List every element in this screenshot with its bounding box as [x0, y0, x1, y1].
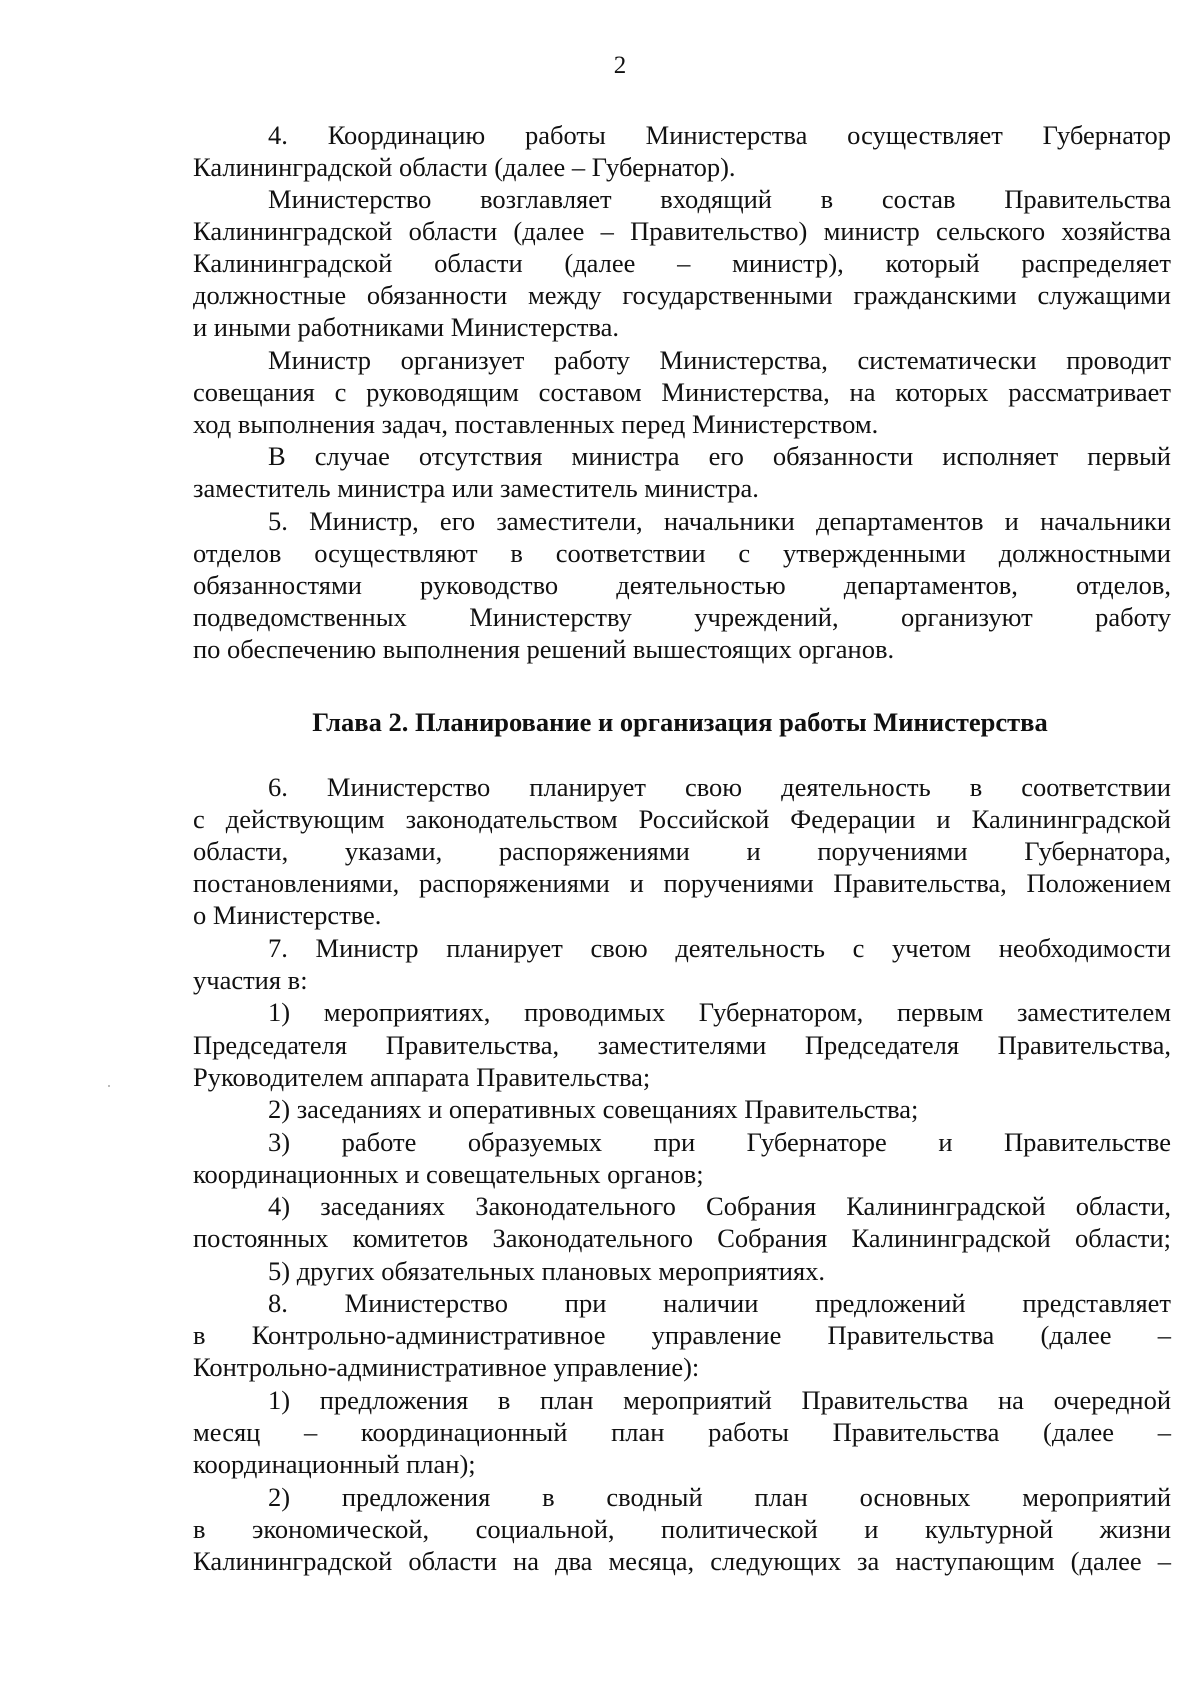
paragraph-line: Калининградской области (далее – министр), который распределяет: [193, 248, 1171, 278]
paragraph-line: Контрольно-административное управление):: [193, 1352, 700, 1382]
paragraph-line: заместитель министра или заместитель министра.: [193, 473, 759, 503]
scan-speck: [108, 1085, 110, 1087]
paragraph-line: 8. Министерство при наличии предложений представляет: [268, 1288, 1171, 1318]
paragraph-line: ход выполнения задач, поставленных перед Министерством.: [193, 409, 879, 439]
paragraph-line: подведомственных Министерству учреждений, организуют работу: [193, 602, 1171, 632]
paragraph-line: по обеспечению выполнения решений вышестоящих органов.: [193, 634, 895, 664]
paragraph-line: Министерство возглавляет входящий в состав Правительства: [268, 184, 1171, 214]
paragraph-line: координационный план);: [193, 1449, 476, 1479]
paragraph-line: 3) работе образуемых при Губернаторе и Правительстве: [268, 1127, 1171, 1157]
paragraph-line: в Контрольно-административное управление Правительства (далее –: [193, 1320, 1171, 1350]
paragraph-line: В случае отсутствия министра его обязанности исполняет первый: [268, 441, 1171, 471]
paragraph-line: 2) заседаниях и оперативных совещаниях Правительства;: [268, 1094, 919, 1124]
paragraph-line: в экономической, социальной, политической и культурной жизни: [193, 1514, 1171, 1544]
page-number: 2: [613, 52, 627, 79]
paragraph-line: координационных и совещательных органов;: [193, 1159, 704, 1189]
paragraph-line: обязанностями руководство деятельностью департаментов, отделов,: [193, 570, 1171, 600]
paragraph-line: совещания с руководящим составом Министерства, на которых рассматривает: [193, 377, 1171, 407]
paragraph-line: постановлениями, распоряжениями и поручениями Правительства, Положением: [193, 868, 1171, 898]
paragraph-line: 5) других обязательных плановых мероприятиях.: [268, 1256, 826, 1286]
paragraph-line: отделов осуществляют в соответствии с утвержденными должностными: [193, 538, 1171, 568]
paragraph-line: участия в:: [193, 965, 308, 995]
paragraph-line: 6. Министерство планирует свою деятельность в соответствии: [268, 772, 1171, 802]
paragraph-line: Председателя Правительства, заместителями Председателя Правительства,: [193, 1030, 1171, 1060]
paragraph-line: месяц – координационный план работы Правительства (далее –: [193, 1417, 1171, 1447]
paragraph-line: о Министерстве.: [193, 900, 382, 930]
paragraph-line: постоянных комитетов Законодательного Собрания Калининградской области;: [193, 1223, 1171, 1253]
paragraph-line: 2) предложения в сводный план основных мероприятий: [268, 1482, 1171, 1512]
paragraph-line: Калининградской области на два месяца, следующих за наступающим (далее –: [193, 1546, 1171, 1576]
paragraph-line: должностные обязанности между государственными гражданскими служащими: [193, 280, 1171, 310]
paragraph-line: 1) предложения в план мероприятий Правительства на очередной: [268, 1385, 1171, 1415]
paragraph-line: и иными работниками Министерства.: [193, 312, 620, 342]
chapter-heading: Глава 2. Планирование и организация работы Министерства: [312, 707, 1048, 737]
paragraph-line: 4) заседаниях Законодательного Собрания Калининградской области,: [268, 1191, 1171, 1221]
paragraph-line: 4. Координацию работы Министерства осуществляет Губернатор: [268, 120, 1171, 150]
paragraph-line: Калининградской области (далее – Губернатор).: [193, 152, 736, 182]
paragraph-line: 7. Министр планирует свою деятельность с учетом необходимости: [268, 933, 1171, 963]
paragraph-line: Министр организует работу Министерства, систематически проводит: [268, 345, 1171, 375]
paragraph-line: 1) мероприятиях, проводимых Губернатором, первым заместителем: [268, 997, 1171, 1027]
paragraph-line: области, указами, распоряжениями и поручениями Губернатора,: [193, 836, 1171, 866]
paragraph-line: Калининградской области (далее – Правительство) министр сельского хозяйства: [193, 216, 1171, 246]
paragraph-line: с действующим законодательством Российской Федерации и Калининградской: [193, 804, 1171, 834]
paragraph-line: Руководителем аппарата Правительства;: [193, 1062, 651, 1092]
paragraph-line: 5. Министр, его заместители, начальники департаментов и начальники: [268, 506, 1171, 536]
